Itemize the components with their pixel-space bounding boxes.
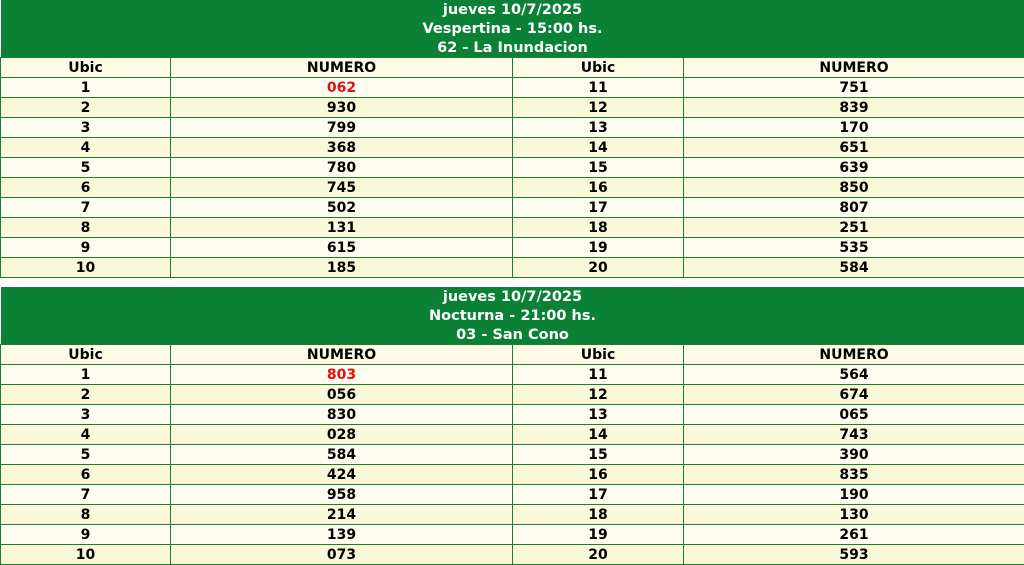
ubic-cell: 14 [513, 425, 684, 445]
numero-cell: 185 [171, 258, 513, 278]
winning-number-cell: 803 [171, 365, 513, 385]
ubic-cell: 8 [1, 505, 171, 525]
column-header-ubic: Ubic [1, 345, 171, 365]
table-row [1, 405, 1024, 425]
ubic-cell: 18 [513, 505, 684, 525]
numero-cell: 390 [684, 445, 1024, 465]
ubic-cell: 11 [513, 365, 684, 385]
ubic-cell: 1 [1, 365, 171, 385]
table-row [1, 178, 1024, 198]
ubic-cell: 2 [1, 98, 171, 118]
ubic-cell: 8 [1, 218, 171, 238]
ubic-cell: 17 [513, 198, 684, 218]
numero-cell: 170 [684, 118, 1024, 138]
ubic-cell: 5 [1, 445, 171, 465]
ubic-cell: 6 [1, 178, 171, 198]
draw-result: 03 - San Cono [1, 325, 1024, 345]
ubic-cell: 7 [1, 198, 171, 218]
table-row [1, 545, 1024, 565]
numero-cell: 424 [171, 465, 513, 485]
table-row [1, 365, 1024, 385]
draw-session: Vespertina - 15:00 hs. [1, 19, 1024, 38]
draw-result: 62 - La Inundacion [1, 38, 1024, 58]
numero-cell: 584 [171, 445, 513, 465]
ubic-cell: 3 [1, 405, 171, 425]
numero-cell: 639 [684, 158, 1024, 178]
table-row [1, 525, 1024, 545]
column-header-numero: NUMERO [171, 58, 513, 78]
table-row [1, 78, 1024, 98]
draw-table-1 [0, 0, 1024, 278]
numero-cell: 835 [684, 465, 1024, 485]
numero-cell: 190 [684, 485, 1024, 505]
draw-date: jueves 10/7/2025 [1, 287, 1024, 306]
numero-cell: 251 [684, 218, 1024, 238]
draw-session: Nocturna - 21:00 hs. [1, 306, 1024, 325]
table-row [1, 465, 1024, 485]
ubic-cell: 2 [1, 385, 171, 405]
ubic-cell: 19 [513, 238, 684, 258]
numero-cell: 745 [171, 178, 513, 198]
numero-cell: 214 [171, 505, 513, 525]
numero-cell: 830 [171, 405, 513, 425]
numero-cell: 807 [684, 198, 1024, 218]
table-row [1, 485, 1024, 505]
numero-cell: 674 [684, 385, 1024, 405]
table-row [1, 118, 1024, 138]
numero-cell: 564 [684, 365, 1024, 385]
numero-cell: 139 [171, 525, 513, 545]
ubic-cell: 1 [1, 78, 171, 98]
numero-cell: 780 [171, 158, 513, 178]
ubic-cell: 20 [513, 545, 684, 565]
numero-cell: 065 [684, 405, 1024, 425]
numero-cell: 615 [171, 238, 513, 258]
ubic-cell: 20 [513, 258, 684, 278]
ubic-cell: 4 [1, 425, 171, 445]
ubic-cell: 9 [1, 238, 171, 258]
ubic-cell: 12 [513, 98, 684, 118]
table-row [1, 238, 1024, 258]
numero-cell: 073 [171, 545, 513, 565]
ubic-cell: 4 [1, 138, 171, 158]
column-header-numero: NUMERO [684, 58, 1024, 78]
table-row [1, 98, 1024, 118]
numero-cell: 751 [684, 78, 1024, 98]
column-header-ubic: Ubic [513, 58, 684, 78]
ubic-cell: 7 [1, 485, 171, 505]
ubic-cell: 10 [1, 258, 171, 278]
winning-number-cell: 062 [171, 78, 513, 98]
column-header-ubic: Ubic [1, 58, 171, 78]
numero-cell: 799 [171, 118, 513, 138]
ubic-cell: 6 [1, 465, 171, 485]
table-row [1, 218, 1024, 238]
numero-cell: 535 [684, 238, 1024, 258]
ubic-cell: 13 [513, 405, 684, 425]
draw-date: jueves 10/7/2025 [1, 0, 1024, 19]
ubic-cell: 17 [513, 485, 684, 505]
table-row [1, 425, 1024, 445]
numero-cell: 130 [684, 505, 1024, 525]
numero-cell: 930 [171, 98, 513, 118]
table-row [1, 158, 1024, 178]
table-row [1, 385, 1024, 405]
column-header-numero: NUMERO [684, 345, 1024, 365]
ubic-cell: 18 [513, 218, 684, 238]
column-header-ubic: Ubic [513, 345, 684, 365]
table-row [1, 198, 1024, 218]
ubic-cell: 12 [513, 385, 684, 405]
ubic-cell: 19 [513, 525, 684, 545]
numero-cell: 028 [171, 425, 513, 445]
ubic-cell: 9 [1, 525, 171, 545]
numero-cell: 593 [684, 545, 1024, 565]
ubic-cell: 13 [513, 118, 684, 138]
numero-cell: 261 [684, 525, 1024, 545]
numero-cell: 958 [171, 485, 513, 505]
numero-cell: 056 [171, 385, 513, 405]
ubic-cell: 10 [1, 545, 171, 565]
numero-cell: 651 [684, 138, 1024, 158]
ubic-cell: 16 [513, 178, 684, 198]
numero-cell: 368 [171, 138, 513, 158]
numero-cell: 850 [684, 178, 1024, 198]
ubic-cell: 11 [513, 78, 684, 98]
ubic-cell: 15 [513, 445, 684, 465]
draw-table-2 [0, 287, 1024, 565]
numero-cell: 502 [171, 198, 513, 218]
table-row [1, 138, 1024, 158]
ubic-cell: 16 [513, 465, 684, 485]
table-row [1, 258, 1024, 278]
table-row [1, 445, 1024, 465]
column-header-numero: NUMERO [171, 345, 513, 365]
numero-cell: 131 [171, 218, 513, 238]
ubic-cell: 3 [1, 118, 171, 138]
numero-cell: 839 [684, 98, 1024, 118]
ubic-cell: 15 [513, 158, 684, 178]
numero-cell: 743 [684, 425, 1024, 445]
ubic-cell: 5 [1, 158, 171, 178]
numero-cell: 584 [684, 258, 1024, 278]
table-row [1, 505, 1024, 525]
ubic-cell: 14 [513, 138, 684, 158]
